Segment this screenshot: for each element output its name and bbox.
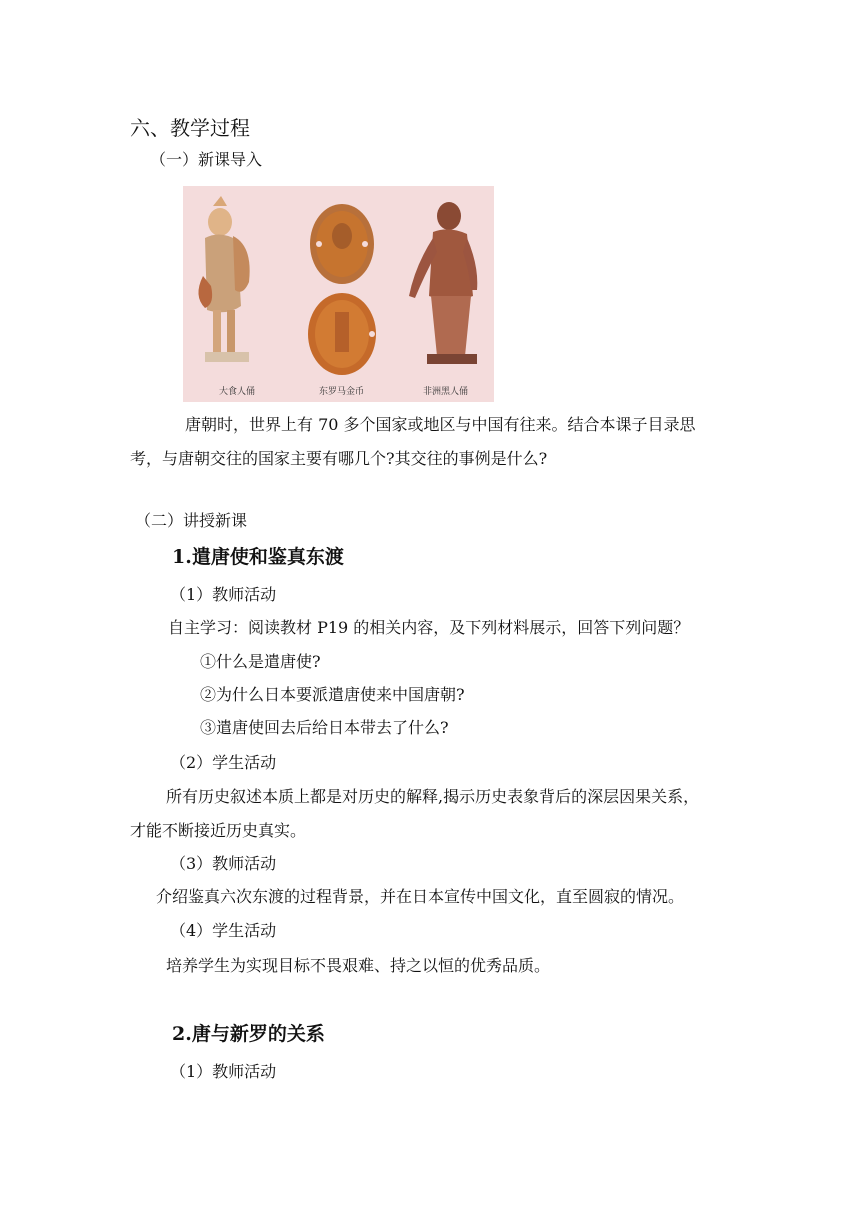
african-figurine	[409, 202, 477, 364]
byzantine-gold-coins	[308, 204, 376, 375]
section-title: 六、教学过程	[130, 116, 250, 140]
artifact-figure	[183, 186, 494, 402]
subsection-heading-intro: （一）新课导入	[150, 150, 263, 169]
arab-merchant-figurine	[198, 196, 249, 362]
teacher-activity-text-2: 介绍鉴真六次东渡的过程背景，并在日本宣传中国文化，直至圆寂的情况。	[156, 887, 685, 906]
student-activity-text-2: 培养学生为实现目标不畏艰难、持之以恒的优秀品质。	[166, 956, 551, 975]
teacher-activity-label-1: （1）教师活动	[170, 585, 277, 604]
question-3: ③遣唐使回去后给日本带去了什么?	[200, 718, 449, 737]
caption-byzantine-coin: 东罗马金币	[319, 387, 365, 397]
student-activity-text-line2: 才能不断接近历史真实。	[130, 821, 307, 840]
topic-title-silla: 2.唐与新罗的关系	[172, 1023, 325, 1045]
artifact-illustration	[183, 186, 494, 402]
teacher-activity-text-1: 自主学习：阅读教材 P19 的相关内容，及下列材料展示，回答下列问题？	[168, 618, 690, 637]
question-2: ②为什么日本要派遣唐使来中国唐朝?	[200, 685, 465, 704]
caption-african-figurine: 非洲黑人俑	[423, 387, 469, 397]
question-1: ①什么是遣唐使?	[200, 652, 321, 671]
teacher-activity-label-3: （1）教师活动	[170, 1062, 277, 1081]
subsection-heading-lecture: （二）讲授新课	[135, 511, 248, 530]
caption-arab-merchant: 大食人俑	[219, 387, 256, 397]
student-activity-label-2: （4）学生活动	[170, 921, 277, 940]
student-activity-label-1: （2）学生活动	[170, 753, 277, 772]
intro-paragraph-line2: 考，与唐朝交往的国家主要有哪几个?其交往的事例是什么?	[130, 449, 548, 468]
topic-title-envoys: 1.遣唐使和鉴真东渡	[172, 546, 344, 568]
teacher-activity-label-2: （3）教师活动	[170, 854, 277, 873]
student-activity-text-line1: 所有历史叙述本质上都是对历史的解释,揭示历史表象背后的深层因果关系，	[166, 787, 700, 806]
intro-paragraph-line1: 唐朝时，世界上有 70 多个国家或地区与中国有往来。结合本课子目录思	[185, 415, 696, 434]
